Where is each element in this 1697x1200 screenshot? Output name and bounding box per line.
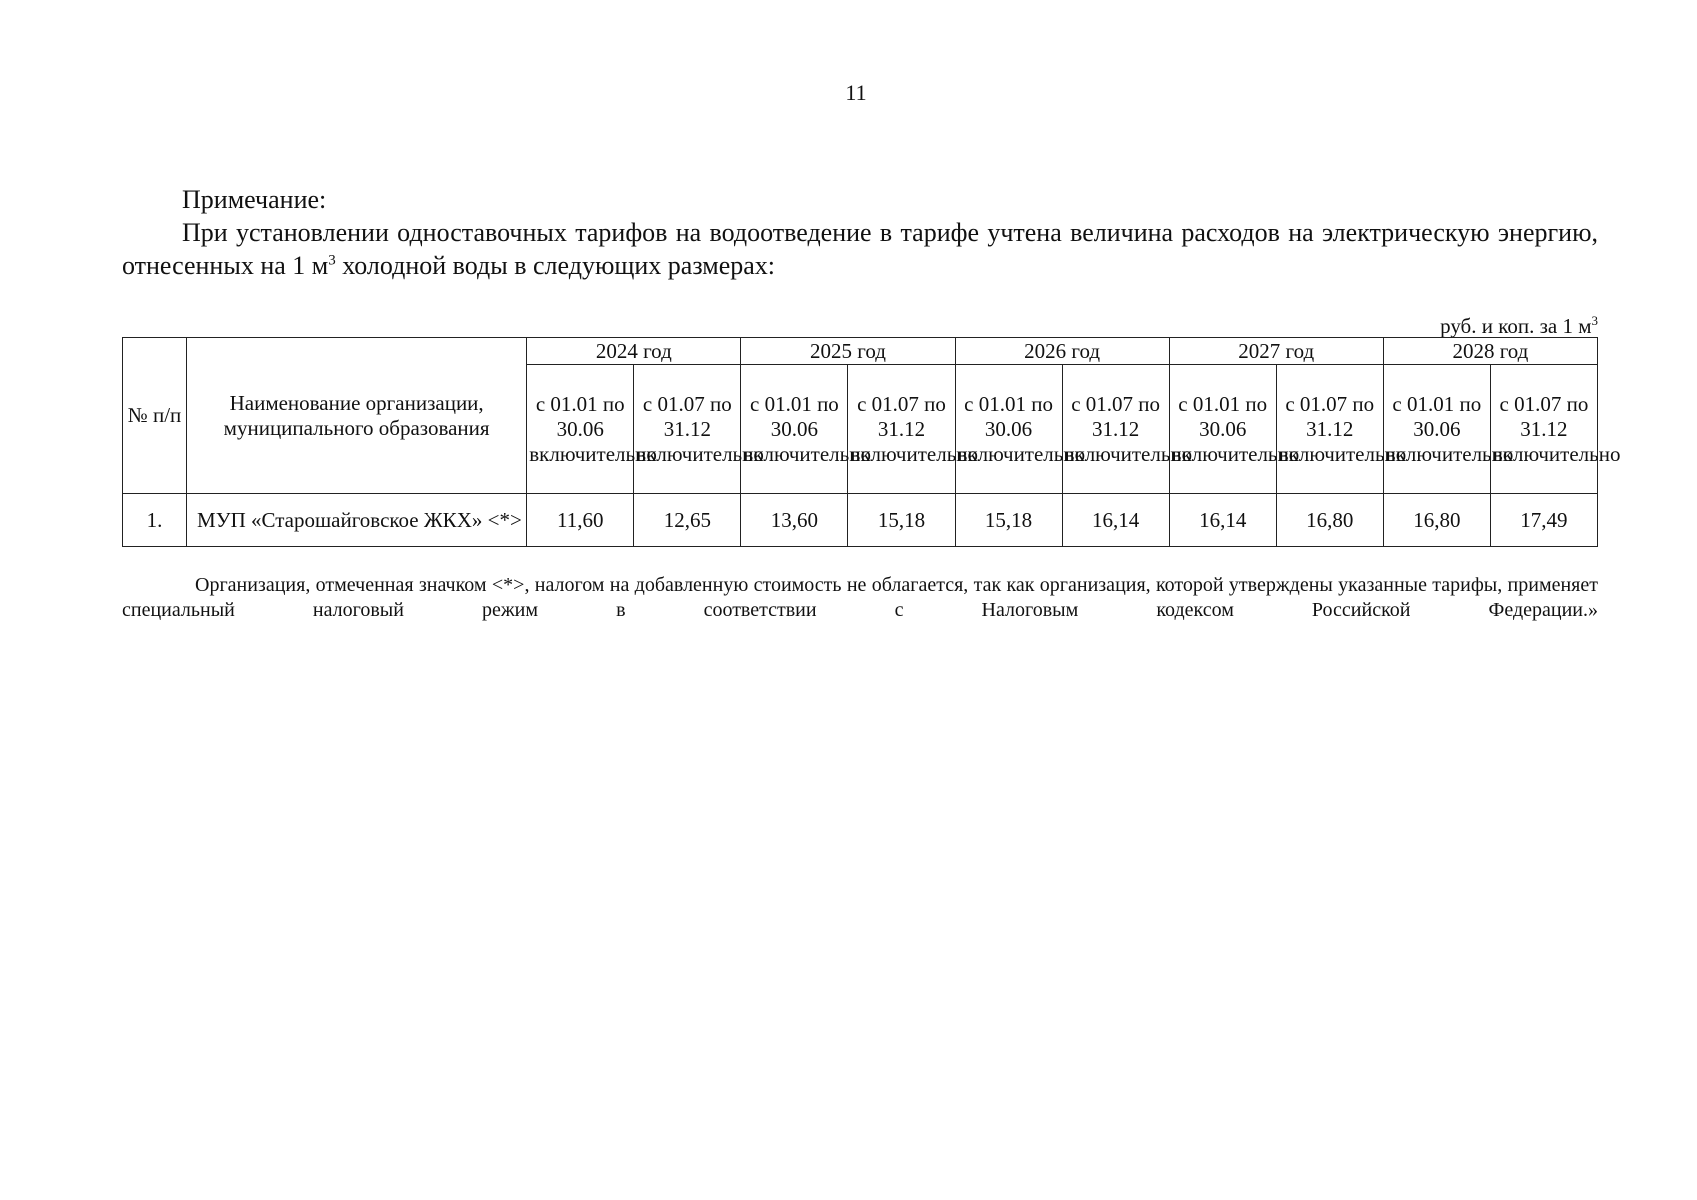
period-header-label: с 01.01 по 30.06 включительно — [1385, 391, 1514, 466]
note-paragraph-text-end: холодной воды в следующих размерах: — [335, 251, 776, 280]
period-header-label: с 01.07 по 31.12 включительно — [1278, 391, 1407, 466]
period-header-label: с 01.01 по 30.06 включительно — [1171, 391, 1300, 466]
tariff-value: 15,18 — [848, 494, 955, 547]
tariff-value: 17,49 — [1490, 494, 1597, 547]
tariff-value: 16,80 — [1383, 494, 1490, 547]
year-header: 2025 год — [741, 338, 955, 365]
unit-label — [122, 314, 1598, 339]
period-header — [955, 365, 1086, 494]
period-header — [741, 365, 871, 494]
period-header-label: с 01.07 по 31.12 включительно — [636, 391, 764, 466]
period-header — [1490, 365, 1621, 494]
unit-label-superscript: 3 — [1591, 313, 1598, 328]
period-header-label: с 01.01 по 30.06 включительно — [957, 391, 1086, 466]
note-heading: Примечание: — [182, 185, 327, 214]
header-organization — [187, 338, 527, 494]
note-paragraph-text: При установлении одноставочных тарифов на водоотведение в тарифе учтена величина расходов на электрическую энергию, отнесенных на 1 м — [122, 218, 1598, 280]
header-number-label: № п/п — [127, 403, 182, 427]
tariff-table — [122, 337, 1621, 547]
period-header-label: с 01.07 по 31.12 включительно — [1492, 391, 1621, 466]
header-number — [123, 338, 187, 494]
year-header: 2026 год — [955, 338, 1169, 365]
period-header — [1062, 365, 1193, 494]
period-header-label: с 01.01 по 30.06 включительно — [743, 391, 871, 466]
row-number: 1. — [123, 494, 187, 547]
page-number: 11 — [845, 80, 867, 105]
tariff-value: 15,18 — [955, 494, 1062, 547]
row-organization: МУП «Старошайговское ЖКХ» <*> — [187, 494, 527, 547]
period-header — [1169, 365, 1300, 494]
period-header-label: с 01.07 по 31.12 включительно — [850, 391, 979, 466]
note-paragraph — [122, 216, 1598, 282]
tariff-value: 11,60 — [527, 494, 634, 547]
year-header: 2028 год — [1383, 338, 1597, 365]
unit-label-text: руб. и коп. за 1 м — [1440, 314, 1592, 338]
tariff-value: 16,80 — [1276, 494, 1383, 547]
note-paragraph-superscript: 3 — [328, 252, 336, 269]
tariff-value: 16,14 — [1169, 494, 1276, 547]
year-header: 2024 год — [527, 338, 741, 365]
period-header — [1276, 365, 1407, 494]
header-organization-label: Наименование организации, муниципального образования — [223, 390, 490, 440]
table-row — [123, 494, 1598, 547]
period-header — [848, 365, 979, 494]
year-header: 2027 год — [1169, 338, 1383, 365]
note-block — [122, 183, 1598, 282]
period-header — [634, 365, 764, 494]
footnote: Организация, отмеченная значком <*>, налогом на добавленную стоимость не облагается, так как организация, которой утверждены указанные тарифы, применяет специальный налоговый режим в соответствии с Налоговым кодексом Российской Федерации.» — [122, 574, 1598, 621]
tariff-value: 12,65 — [634, 494, 741, 547]
period-header-label: с 01.01 по 30.06 включительно — [529, 391, 657, 466]
tariff-value: 16,14 — [1062, 494, 1169, 547]
tariff-value: 13,60 — [741, 494, 848, 547]
period-header — [1383, 365, 1514, 494]
period-header — [527, 365, 657, 494]
period-header-label: с 01.07 по 31.12 включительно — [1064, 391, 1193, 466]
